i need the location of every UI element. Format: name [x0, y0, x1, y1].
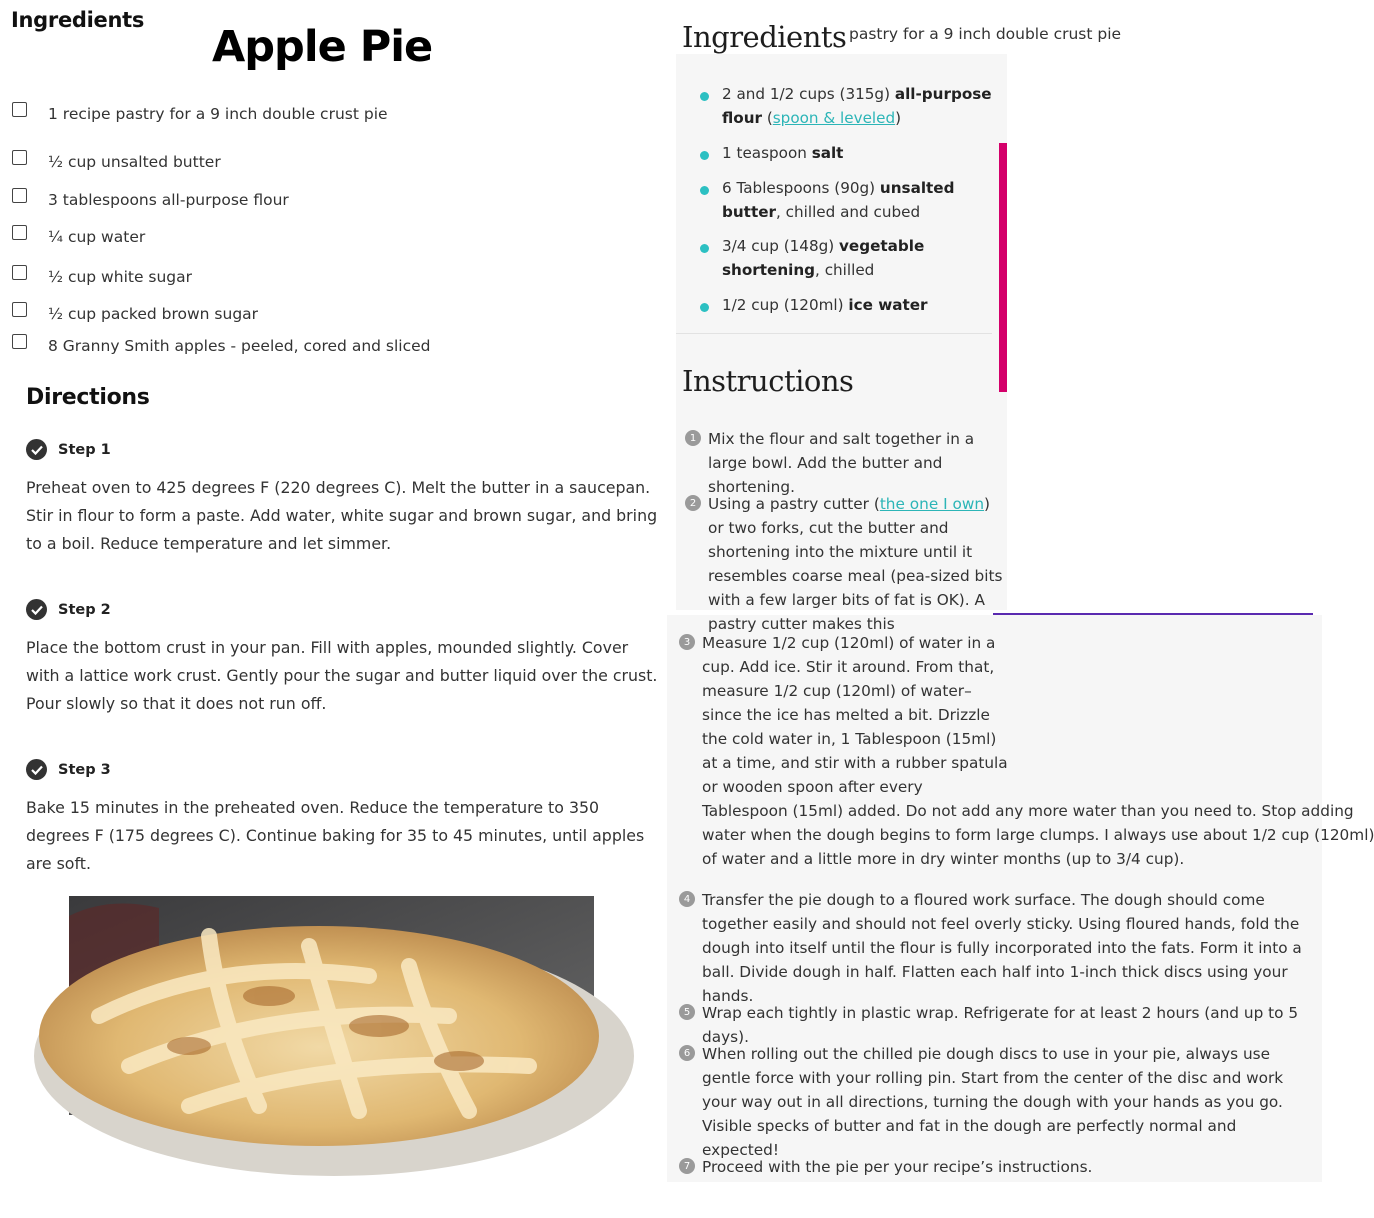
bullet-dot-icon [700, 303, 709, 312]
apple-pie-photo [69, 896, 594, 1115]
step-number-badge: 4 [679, 891, 695, 907]
step-label: Step 2 [58, 601, 111, 618]
step-label: Step 1 [58, 441, 111, 458]
instruction-4: Transfer the pie dough to a floured work surface. The dough should come together easily and should not feel overly sticky. Using floured hands, fold the dough into itself until the flour is fully incorporated into the fats. Form it into a ball. Divide dough in half. Flatten each half into 1-inch thick discs using your hands. [702, 891, 1302, 1005]
ingredient-label: ½ cup unsalted butter [48, 153, 221, 171]
step-number-badge: 6 [679, 1045, 695, 1061]
bullet-dot-icon [700, 92, 709, 101]
ingredient-flour: 2 and 1/2 cups (315g) all-purpose flour (spoon & leveled) [722, 85, 992, 127]
ingredient-label: 8 Granny Smith apples - peeled, cored and sliced [48, 337, 431, 355]
ingredient-checkbox[interactable] [12, 334, 27, 349]
spoon-leveled-link[interactable]: spoon & leveled [772, 109, 896, 127]
step-1-text: Preheat oven to 425 degrees F (220 degrees C). Melt the butter in a saucepan. Stir in flour to form a paste. Add water, white sugar and brown sugar, and bring to a boil. Reduce temperature and let simmer. [26, 478, 658, 553]
step-number-badge: 1 [685, 430, 701, 446]
step-label: Step 3 [58, 761, 111, 778]
directions-heading: Directions [26, 385, 150, 410]
ingredient-checkbox[interactable] [12, 225, 27, 240]
ingredient-label: 3 tablespoons all-purpose flour [48, 191, 289, 209]
ingredient-item[interactable] [12, 302, 259, 326]
ingredients-heading: Ingredients [11, 8, 145, 32]
ingredient-item[interactable] [12, 265, 193, 289]
ingredient-checkbox[interactable] [12, 265, 27, 280]
ingredient-shortening: 3/4 cup (148g) vegetable shortening, chilled [722, 237, 925, 279]
step-1-header [26, 439, 111, 460]
instruction-7: Proceed with the pie per your recipe’s instructions. [702, 1158, 1093, 1176]
ingredient-butter: 6 Tablespoons (90g) unsalted butter, chilled and cubed [722, 179, 955, 221]
step-3-header [26, 759, 111, 780]
ingredient-label: ½ cup white sugar [48, 268, 193, 286]
step-2-text: Place the bottom crust in your pan. Fill with apples, mounded slightly. Cover with a lattice work crust. Gently pour the sugar and butter liquid over the crust. Pour slowly so that it does not run off. [26, 638, 658, 713]
step-number-badge: 5 [679, 1004, 695, 1020]
step-number-badge: 7 [679, 1158, 695, 1174]
instruction-6: When rolling out the chilled pie dough discs to use in your pie, always use gentle force with your rolling pin. Start from the center of the disc and work your way out in all directions, turning the dough with your hands as you go. Visible specks of butter and fat in the dough are perfectly normal and expected! [702, 1045, 1284, 1159]
recipe-title: Apple Pie [212, 22, 433, 72]
ingredient-item[interactable] [12, 334, 431, 358]
accent-line [993, 613, 1313, 615]
step-number-badge: 2 [685, 495, 701, 511]
check-circle-icon [26, 599, 47, 620]
ingredient-label: ¼ cup water [48, 228, 146, 246]
pastry-cutter-link[interactable]: the one I own [879, 495, 985, 513]
check-circle-icon [26, 759, 47, 780]
step-number-badge: 3 [679, 634, 695, 650]
step-3-text: Bake 15 minutes in the preheated oven. Reduce the temperature to 350 degrees F (175 degrees C). Continue baking for 35 to 45 minutes, until apples are soft. [26, 798, 645, 873]
ingredient-checkbox[interactable] [12, 102, 27, 117]
bullet-dot-icon [700, 151, 709, 160]
ingredient-item[interactable] [12, 150, 221, 174]
divider [676, 333, 992, 334]
ingredient-checkbox[interactable] [12, 150, 27, 165]
instruction-2: Using a pastry cutter (the one I own) or two forks, cut the butter and shortening into the mixture until it resembles coarse meal (pea-sized bits with a few larger bits of fat is OK). A pastry cutter makes this [708, 495, 1003, 633]
accent-bar [999, 143, 1007, 392]
instruction-3: Measure 1/2 cup (120ml) of water in a cup. Add ice. Stir it around. From that, measure 1/2 cup (120ml) of water– since the ice has melted a bit. Drizzle the cold water in, 1 Tablespoon (15ml) at a time, and stir with a rubber spatula or wooden spoon after every Tablespoon (15ml) added. Do not add any more water than you need to. Stop adding water when the dough begins to form large clumps. I always use about 1/2 cup (120ml) of water and a little more in dry winter months (up to 3/4 cup). [702, 634, 1374, 868]
check-circle-icon [26, 439, 47, 460]
instruction-5: Wrap each tightly in plastic wrap. Refrigerate for at least 2 hours (and up to 5 days). [702, 1004, 1299, 1046]
bullet-dot-icon [700, 186, 709, 195]
bullet-dot-icon [700, 244, 709, 253]
ingredients-heading-serif: Ingredients [682, 20, 847, 54]
ingredient-label: ½ cup packed brown sugar [48, 305, 259, 323]
step-2-header [26, 599, 111, 620]
pastry-note: pastry for a 9 inch double crust pie [849, 25, 1122, 43]
ingredient-label: 1 recipe pastry for a 9 inch double crust pie [48, 105, 388, 123]
ingredient-item[interactable] [12, 188, 289, 212]
ingredient-salt: 1 teaspoon salt [722, 144, 844, 162]
ingredient-item[interactable] [12, 102, 388, 126]
ingredient-item[interactable] [12, 225, 146, 249]
instruction-1: Mix the flour and salt together in a large bowl. Add the butter and shortening. [708, 430, 975, 496]
ingredient-water: 1/2 cup (120ml) ice water [722, 296, 928, 314]
instructions-heading: Instructions [682, 364, 854, 398]
ingredient-checkbox[interactable] [12, 302, 27, 317]
ingredient-checkbox[interactable] [12, 188, 27, 203]
